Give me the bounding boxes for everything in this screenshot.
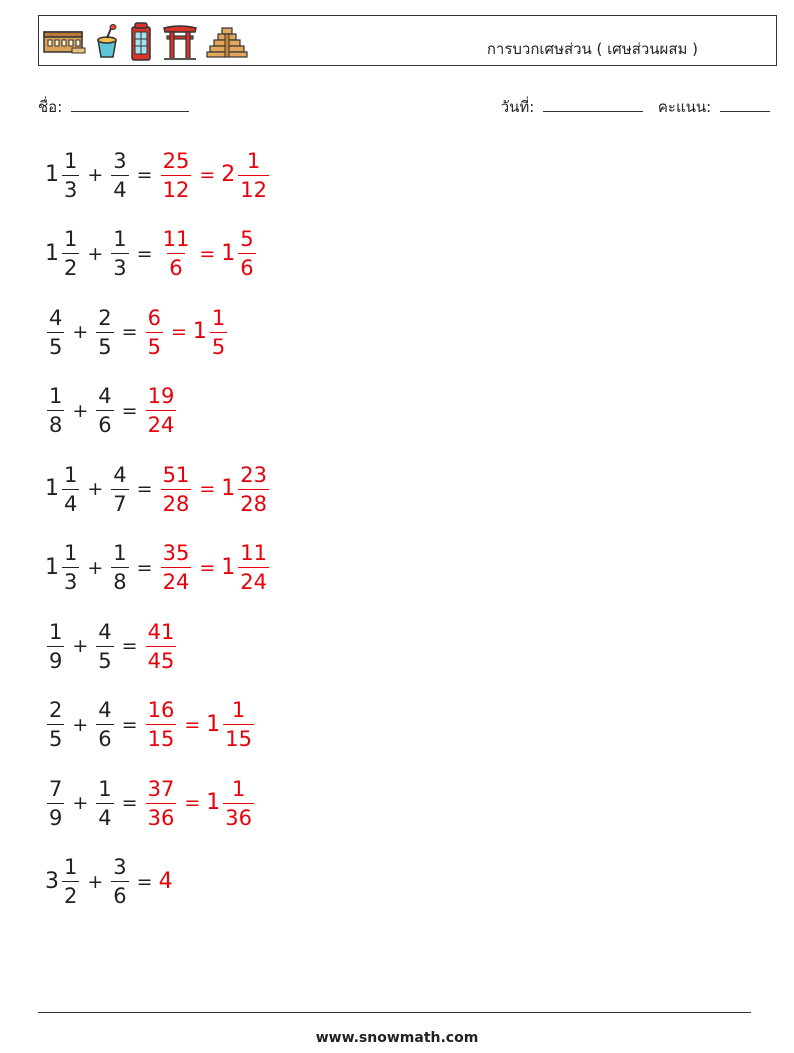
- answer: [159, 148, 271, 203]
- footer-divider: [38, 1012, 751, 1013]
- answer: [144, 383, 179, 438]
- equals-sign: =: [136, 870, 153, 893]
- addend-a-mixed-number: [45, 148, 81, 203]
- answer-2-numerator: 23: [240, 462, 267, 487]
- addend-b-numerator: 4: [98, 384, 112, 408]
- addend-b-fraction: [111, 540, 128, 595]
- answer-equals-sign: =: [199, 478, 216, 500]
- answer-1-denominator: 28: [161, 489, 192, 517]
- pyramid-icon: [206, 25, 248, 59]
- header-icons: [42, 22, 248, 62]
- problem-row: [45, 849, 174, 915]
- addend-a-fraction: [62, 854, 79, 909]
- answer-1-fraction: [161, 226, 192, 281]
- answer-1-fraction: [146, 697, 177, 752]
- name-label: ชื่อ:: [38, 98, 63, 116]
- problem-row: [45, 770, 256, 836]
- addend-b-fraction: [96, 776, 113, 831]
- addend-b-fraction: [111, 854, 128, 909]
- addend-a-whole: 1: [45, 476, 59, 501]
- problem-row: [45, 221, 258, 287]
- problem-row: [45, 692, 256, 758]
- answer-2-numerator: 5: [240, 227, 254, 251]
- addend-b-denominator: 4: [111, 175, 128, 203]
- addend-b-denominator: 6: [96, 410, 113, 438]
- addend-a-fraction: [62, 540, 79, 595]
- answer-equals-sign: =: [184, 713, 201, 736]
- answer-1-whole: 4: [158, 869, 173, 894]
- answer-2-denominator: 5: [210, 332, 227, 360]
- equals-sign: =: [121, 321, 138, 343]
- phone-booth-icon: [128, 22, 154, 62]
- worksheet-title: การบวกเศษส่วน ( เศษส่วนผสม ): [486, 40, 698, 58]
- date-label: วันที่:: [500, 98, 535, 116]
- answer-equals-sign: =: [184, 792, 201, 814]
- addend-a-numerator: 1: [64, 855, 78, 879]
- addend-b-mixed-number: [94, 619, 115, 674]
- addend-b-mixed-number: [109, 226, 130, 281]
- addend-a-fraction: [47, 776, 64, 831]
- addend-a-numerator: 2: [49, 698, 63, 722]
- addend-b-numerator: 2: [98, 305, 112, 330]
- answer-2-whole: 1: [221, 240, 236, 266]
- addend-a-fraction: [47, 697, 64, 752]
- addend-b-denominator: 3: [111, 253, 128, 281]
- plus-sign: +: [72, 399, 89, 422]
- addend-a-fraction: [62, 148, 79, 203]
- addend-a-mixed-number: [45, 540, 81, 595]
- torii-gate-icon: [162, 23, 198, 61]
- plus-sign: +: [72, 635, 89, 657]
- answer-equals-sign: =: [170, 321, 187, 343]
- addend-b-fraction: [96, 619, 113, 674]
- problem-row: [45, 142, 271, 208]
- addend-a-denominator: 4: [62, 489, 79, 517]
- answer-2-mixed-number: [206, 697, 256, 752]
- answer-2-numerator: 1: [211, 305, 226, 330]
- plus-sign: +: [87, 242, 104, 265]
- plus-sign: +: [72, 792, 89, 814]
- answer-2-denominator: 6: [238, 253, 255, 281]
- score-label: คะแนน:: [657, 98, 712, 116]
- answer-2-whole: 1: [221, 476, 236, 501]
- problem-row: [45, 535, 271, 601]
- score-blank[interactable]: [720, 97, 770, 112]
- addend-b-fraction: [111, 226, 128, 281]
- addend-a-whole: 3: [45, 868, 59, 894]
- addend-a-denominator: 3: [62, 175, 79, 203]
- addend-a-mixed-number: [45, 776, 66, 831]
- answer-2-whole: 2: [221, 162, 236, 187]
- answer-1-numerator: 35: [162, 541, 190, 565]
- answer-1-fraction: [161, 462, 192, 517]
- addend-b-denominator: 8: [111, 567, 128, 595]
- answer-2-whole: 1: [206, 711, 221, 737]
- addend-b-denominator: 5: [96, 332, 113, 360]
- answer-2-fraction: [238, 148, 269, 203]
- plus-sign: +: [87, 478, 104, 500]
- plus-sign: +: [72, 713, 89, 736]
- addend-b-fraction: [96, 305, 113, 360]
- answer-2-fraction: [223, 697, 254, 752]
- equals-sign: =: [136, 242, 153, 265]
- addend-a-numerator: 1: [49, 384, 63, 408]
- answer-1-mixed-number: [144, 776, 179, 831]
- answer-2-numerator: 1: [231, 776, 246, 801]
- answer-1-fraction: [146, 383, 177, 438]
- addend-b-fraction: [111, 462, 128, 517]
- footer-url: www.snowmath.com: [315, 1030, 479, 1046]
- equals-sign: =: [136, 164, 153, 186]
- addend-a-mixed-number: [45, 697, 66, 752]
- addend-b-mixed-number: [109, 854, 130, 909]
- plus-sign: +: [72, 321, 89, 343]
- answer-2-numerator: 1: [246, 148, 261, 173]
- answer-2-fraction: [210, 305, 227, 360]
- answer-1-denominator: 12: [161, 175, 192, 203]
- equals-sign: =: [121, 399, 138, 422]
- answer-1-numerator: 6: [147, 305, 161, 330]
- answer-1-fraction: [161, 148, 192, 203]
- answer-2-denominator: 15: [223, 724, 254, 752]
- answer-2-whole: 1: [206, 790, 221, 815]
- answer-2-whole: 1: [192, 319, 207, 344]
- addend-a-denominator: 3: [62, 567, 79, 595]
- answer-1-numerator: 41: [147, 619, 175, 644]
- addend-b-mixed-number: [94, 383, 115, 438]
- addend-a-fraction: [62, 226, 79, 281]
- answer-1-denominator: 45: [146, 646, 177, 674]
- plus-sign: +: [87, 556, 104, 579]
- answer-1-numerator: 11: [162, 227, 190, 251]
- answer-2-mixed-number: [221, 540, 271, 595]
- problem-row: [45, 299, 229, 365]
- answer-1-fraction: [146, 619, 177, 674]
- addend-a-numerator: 1: [64, 148, 78, 173]
- worksheet-header: [38, 15, 777, 66]
- answer-2-denominator: 36: [223, 803, 254, 831]
- answer-1-numerator: 37: [147, 776, 175, 801]
- answer-1-denominator: 24: [146, 410, 177, 438]
- addend-b-fraction: [96, 383, 113, 438]
- equals-sign: =: [121, 713, 138, 736]
- answer: [144, 619, 179, 674]
- addend-a-numerator: 4: [49, 305, 63, 330]
- answer-2-whole: 1: [221, 554, 236, 580]
- addend-b-denominator: 5: [96, 646, 113, 674]
- addend-b-numerator: 4: [113, 462, 127, 487]
- answer: [159, 226, 258, 281]
- addend-a-numerator: 1: [64, 541, 78, 565]
- addend-a-mixed-number: [45, 305, 66, 360]
- date-score-fields: [501, 95, 770, 119]
- addend-b-numerator: 1: [98, 776, 112, 801]
- addend-b-numerator: 3: [113, 855, 127, 879]
- addend-b-numerator: 4: [98, 698, 112, 722]
- addend-a-denominator: 5: [47, 724, 64, 752]
- answer-2-fraction: [223, 776, 254, 831]
- answer-1-mixed-number: [159, 148, 194, 203]
- addend-b-denominator: 4: [96, 803, 113, 831]
- addend-b-denominator: 6: [96, 724, 113, 752]
- answer-equals-sign: =: [199, 242, 216, 265]
- addend-b-fraction: [96, 697, 113, 752]
- addend-a-numerator: 1: [64, 462, 78, 487]
- equals-sign: =: [121, 792, 138, 814]
- answer-1-mixed-number: [159, 462, 194, 517]
- answer-1-denominator: 5: [146, 332, 163, 360]
- addend-a-mixed-number: [45, 226, 81, 281]
- addend-b-mixed-number: [109, 148, 130, 203]
- answer: [144, 776, 256, 831]
- addend-b-numerator: 1: [113, 227, 127, 251]
- plus-sign: +: [87, 164, 104, 186]
- answer: [159, 462, 271, 517]
- addend-a-numerator: 1: [49, 619, 63, 644]
- addend-a-whole: 1: [45, 240, 59, 266]
- answer-2-fraction: [238, 462, 269, 517]
- answer: [144, 305, 230, 360]
- answer-2-mixed-number: [221, 462, 271, 517]
- addend-b-numerator: 4: [98, 619, 112, 644]
- answer: [159, 869, 174, 894]
- sand-bucket-icon: [94, 24, 120, 60]
- addend-a-fraction: [62, 462, 79, 517]
- answer-1-mixed-number: [144, 383, 179, 438]
- answer-1-denominator: 36: [146, 803, 177, 831]
- answer-2-fraction: [238, 540, 269, 595]
- answer-1-numerator: 16: [147, 698, 175, 722]
- answer-1-mixed-number: [144, 697, 179, 752]
- answer: [144, 697, 256, 752]
- addend-b-mixed-number: [94, 697, 115, 752]
- addend-a-denominator: 8: [47, 410, 64, 438]
- addend-a-denominator: 9: [47, 646, 64, 674]
- addend-a-denominator: 2: [62, 881, 79, 909]
- addend-a-numerator: 7: [49, 776, 63, 801]
- answer-1-mixed-number: [159, 226, 194, 281]
- addend-a-fraction: [47, 619, 64, 674]
- problem-row: [45, 378, 178, 444]
- name-blank[interactable]: [71, 97, 189, 112]
- addend-b-denominator: 6: [111, 881, 128, 909]
- addend-a-mixed-number: [45, 619, 66, 674]
- addend-a-fraction: [47, 383, 64, 438]
- answer-2-fraction: [238, 226, 255, 281]
- answer-1-numerator: 51: [162, 462, 190, 487]
- answer-1-fraction: [146, 776, 177, 831]
- answer-1-denominator: 15: [146, 724, 177, 752]
- addend-b-numerator: 3: [113, 148, 127, 173]
- addend-b-mixed-number: [94, 776, 115, 831]
- answer-2-denominator: 24: [238, 567, 269, 595]
- answer-1-numerator: 25: [162, 148, 190, 173]
- addend-a-mixed-number: [45, 383, 66, 438]
- equals-sign: =: [136, 556, 153, 579]
- addend-a-denominator: 5: [47, 332, 64, 360]
- name-field: [38, 95, 189, 119]
- answer-2-denominator: 12: [238, 175, 269, 203]
- equals-sign: =: [121, 635, 138, 657]
- answer: [159, 540, 271, 595]
- answer-2-mixed-number: [221, 226, 257, 281]
- plus-sign: +: [87, 870, 104, 893]
- addend-b-numerator: 1: [113, 541, 127, 565]
- problem-row: [45, 613, 178, 679]
- addend-b-mixed-number: [94, 305, 115, 360]
- date-blank[interactable]: [543, 97, 643, 112]
- answer-2-mixed-number: [206, 776, 256, 831]
- answer-1-fraction: [146, 305, 163, 360]
- addend-b-mixed-number: [109, 462, 130, 517]
- addend-a-mixed-number: [45, 462, 81, 517]
- problem-row: [45, 456, 271, 522]
- answer-1-fraction: [161, 540, 192, 595]
- colosseum-icon: [42, 28, 86, 56]
- answer-1-denominator: 24: [161, 567, 192, 595]
- answer-1-mixed-number: [159, 540, 194, 595]
- answer-2-numerator: 11: [240, 541, 267, 565]
- addend-b-fraction: [111, 148, 128, 203]
- answer-1-mixed-number: [159, 869, 174, 894]
- addend-a-fraction: [47, 305, 64, 360]
- addend-a-denominator: 9: [47, 803, 64, 831]
- answer-2-mixed-number: [193, 305, 229, 360]
- addend-a-whole: 1: [45, 554, 59, 580]
- equals-sign: =: [136, 478, 153, 500]
- answer-2-numerator: 1: [231, 698, 246, 722]
- addend-a-mixed-number: [45, 854, 81, 909]
- addend-b-denominator: 7: [111, 489, 128, 517]
- answer-2-mixed-number: [221, 148, 271, 203]
- answer-1-numerator: 19: [147, 384, 175, 408]
- addend-a-denominator: 2: [62, 253, 79, 281]
- answer-1-denominator: 6: [167, 253, 184, 281]
- answer-2-denominator: 28: [238, 489, 269, 517]
- addend-a-numerator: 1: [64, 227, 78, 251]
- addend-b-mixed-number: [109, 540, 130, 595]
- answer-equals-sign: =: [199, 164, 216, 186]
- addend-a-whole: 1: [45, 162, 59, 187]
- answer-equals-sign: =: [199, 556, 216, 579]
- answer-1-mixed-number: [144, 619, 179, 674]
- answer-1-mixed-number: [144, 305, 165, 360]
